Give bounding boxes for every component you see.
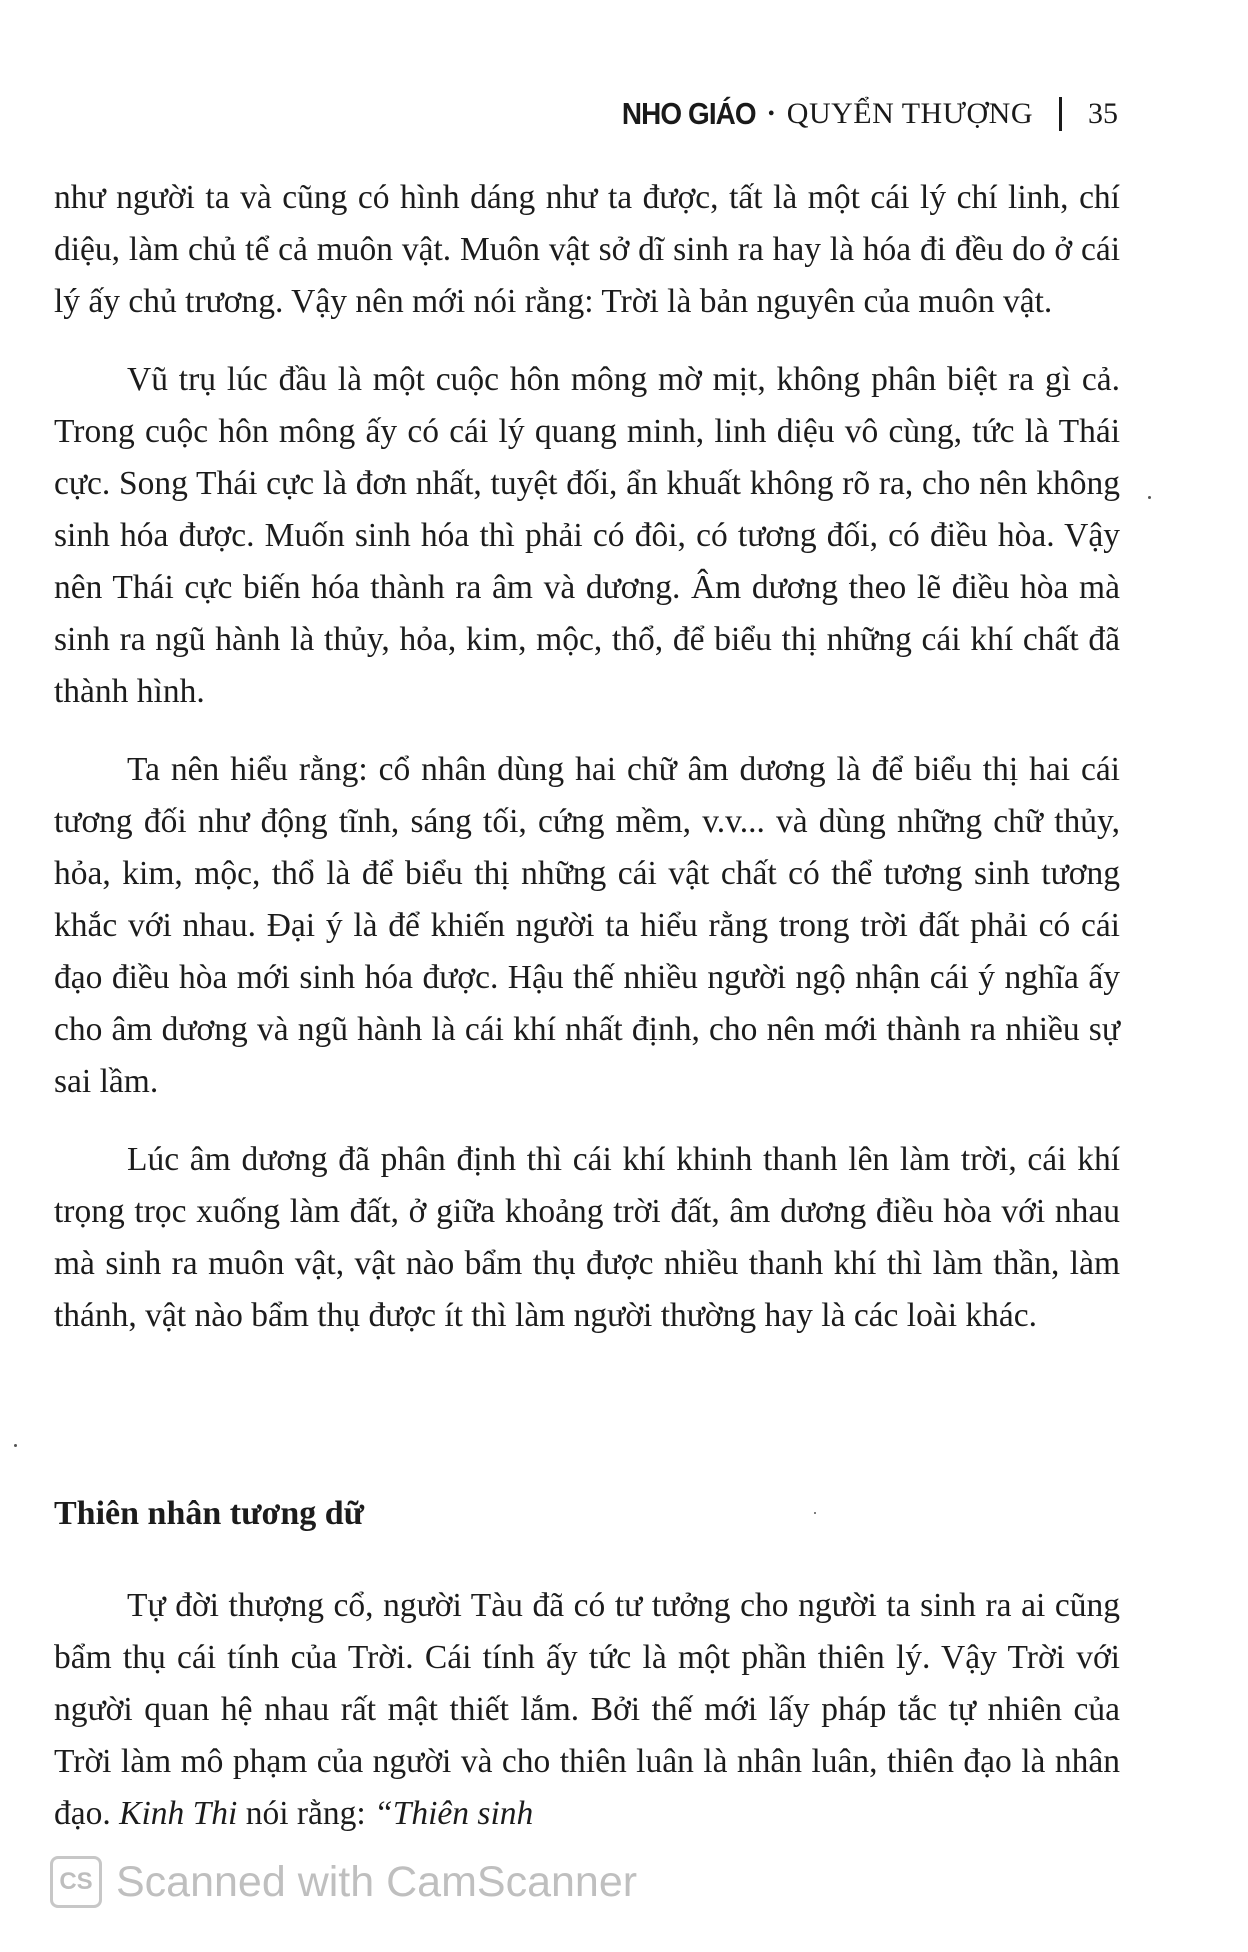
italic-source-title: Kinh Thi <box>119 1795 238 1832</box>
running-header <box>607 96 1118 132</box>
body-text-block-2 <box>54 1580 1120 1840</box>
watermark-text: Scanned with CamScanner <box>116 1857 638 1906</box>
part-title: QUYỂN THƯỢNG <box>786 97 1033 130</box>
paragraph: Vũ trụ lúc đầu là một cuộc hôn mông mờ mịt, không phân biệt ra gì cả. Trong cuộc hôn mông ấy có cái lý quang minh, linh diệu vô cùng, tức là Thái cực. Song Thái cực là đơn nhất, tuyệt đối, ẩn khuất không rõ ra, cho nên không sinh hóa được. Muốn sinh hóa thì phải có đôi, có tương đối, có điều hòa. Vậy nên Thái cực biến hóa thành ra âm và dương. Âm dương theo lẽ điều hòa mà sinh ra ngũ hành là thủy, hỏa, kim, mộc, thổ, để biểu thị những cái khí chất đã thành hình. <box>54 361 1120 710</box>
scanner-watermark <box>50 1856 637 1908</box>
page-number: 35 <box>1088 97 1118 130</box>
camscanner-logo-icon: CS <box>50 1856 102 1908</box>
scan-speck <box>1148 496 1151 499</box>
section-heading: Thiên nhân tương dữ <box>54 1495 365 1532</box>
paragraph-text: nói rằng: <box>237 1795 375 1832</box>
paragraph: Ta nên hiểu rằng: cổ nhân dùng hai chữ âm dương là để biểu thị hai cái tương đối như động tĩnh, sáng tối, cứng mềm, v.v... và dùng những chữ thủy, hỏa, kim, mộc, thổ là để biểu thị những cái vật chất có thể tương sinh tương khắc với nhau. Đại ý là để khiến người ta hiểu rằng trong trời đất phải có cái đạo điều hòa mới sinh hóa được. Hậu thế nhiều người ngộ nhận cái ý nghĩa ấy cho âm dương và ngũ hành là cái khí nhất định, cho nên mới thành ra nhiều sự sai lầm. <box>54 751 1120 1100</box>
header-separator <box>1059 97 1062 131</box>
paragraph-continued: như người ta và cũng có hình dáng như ta được, tất là một cái lý chí linh, chí diệu, làm chủ tể cả muôn vật. Muôn vật sở dĩ sinh ra hay là hóa đi đều do ở cái lý ấy chủ trương. Vậy nên mới nói rằng: Trời là bản nguyên của muôn vật. <box>54 179 1120 320</box>
paragraph-text: Tự đời thượng cổ, người Tàu đã có tư tưởng cho người ta sinh ra ai cũng bẩm thụ cái tính của Trời. Cái tính ấy tức là một phần thiên lý. Vậy Trời với người quan hệ nhau rất mật thiết lắm. Bởi thế mới lấy pháp tắc tự nhiên của Trời làm mô phạm của người và cho thiên luân là nhân luân, thiên đạo là nhân đạo. <box>54 1587 1120 1832</box>
header-bullet: • <box>767 102 775 125</box>
book-title: NHO GIÁO <box>621 96 756 131</box>
body-text-block-1 <box>54 172 1120 1342</box>
paragraph <box>54 1580 1120 1840</box>
scan-speck <box>814 1512 816 1514</box>
scan-speck <box>14 1444 17 1447</box>
paragraph: Lúc âm dương đã phân định thì cái khí khinh thanh lên làm trời, cái khí trọng trọc xuống làm đất, ở giữa khoảng trời đất, âm dương điều hòa với nhau mà sinh ra muôn vật, vật nào bẩm thụ được nhiều thanh khí thì làm thần, làm thánh, vật nào bẩm thụ được ít thì làm người thường hay là các loài khác. <box>54 1141 1120 1334</box>
italic-quote: “Thiên sinh <box>374 1795 534 1832</box>
